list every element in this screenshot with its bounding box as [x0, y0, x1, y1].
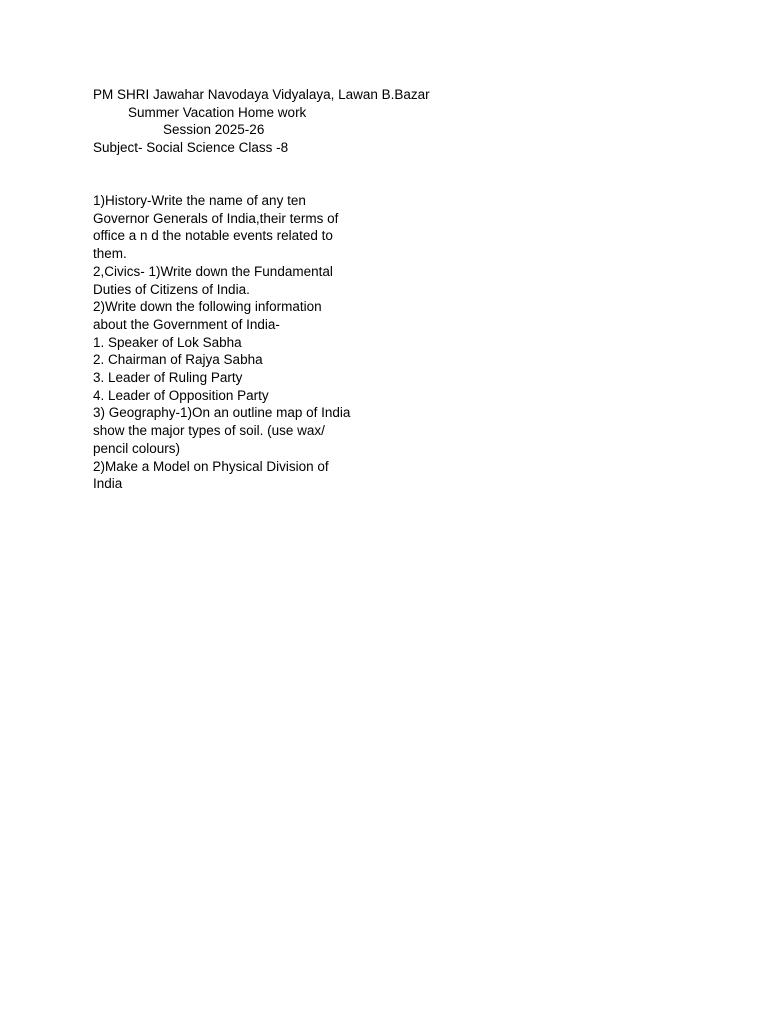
document-header [93, 86, 430, 157]
body-line: 1. Speaker of Lok Sabha [93, 334, 242, 350]
body-line: 1)History-Write the name of any ten [93, 193, 306, 208]
body-line: 2)Write down the following information [93, 299, 322, 315]
subject-label: Subject- Social Science Class -8 [93, 140, 289, 156]
homework-body [93, 192, 350, 493]
body-line: show the major types of soil. (use wax/ [93, 423, 325, 439]
body-line: about the Government of India- [93, 316, 280, 332]
body-line: office a n d the notable events related to [93, 228, 333, 244]
homework-title: Summer Vacation Home work [128, 104, 307, 120]
body-line: pencil colours) [93, 440, 181, 456]
school-name: PM SHRI Jawahar Navodaya Vidyalaya, Lawan B.Bazar [93, 87, 430, 102]
body-line: them. [93, 246, 127, 262]
session-label: Session 2025-26 [163, 122, 265, 138]
body-line: Duties of Citizens of India. [93, 281, 250, 297]
body-line: 2. Chairman of Rajya Sabha [93, 352, 263, 368]
body-line: Governor Generals of India,their terms of [93, 210, 339, 226]
body-line: 3. Leader of Ruling Party [93, 370, 243, 386]
body-line: 4. Leader of Opposition Party [93, 387, 269, 403]
body-line: 3) Geography-1)On an outline map of India [93, 405, 351, 421]
body-line: 2,Civics- 1)Write down the Fundamental [93, 263, 333, 279]
body-line: India [93, 476, 123, 492]
body-line: 2)Make a Model on Physical Division of [93, 458, 329, 474]
